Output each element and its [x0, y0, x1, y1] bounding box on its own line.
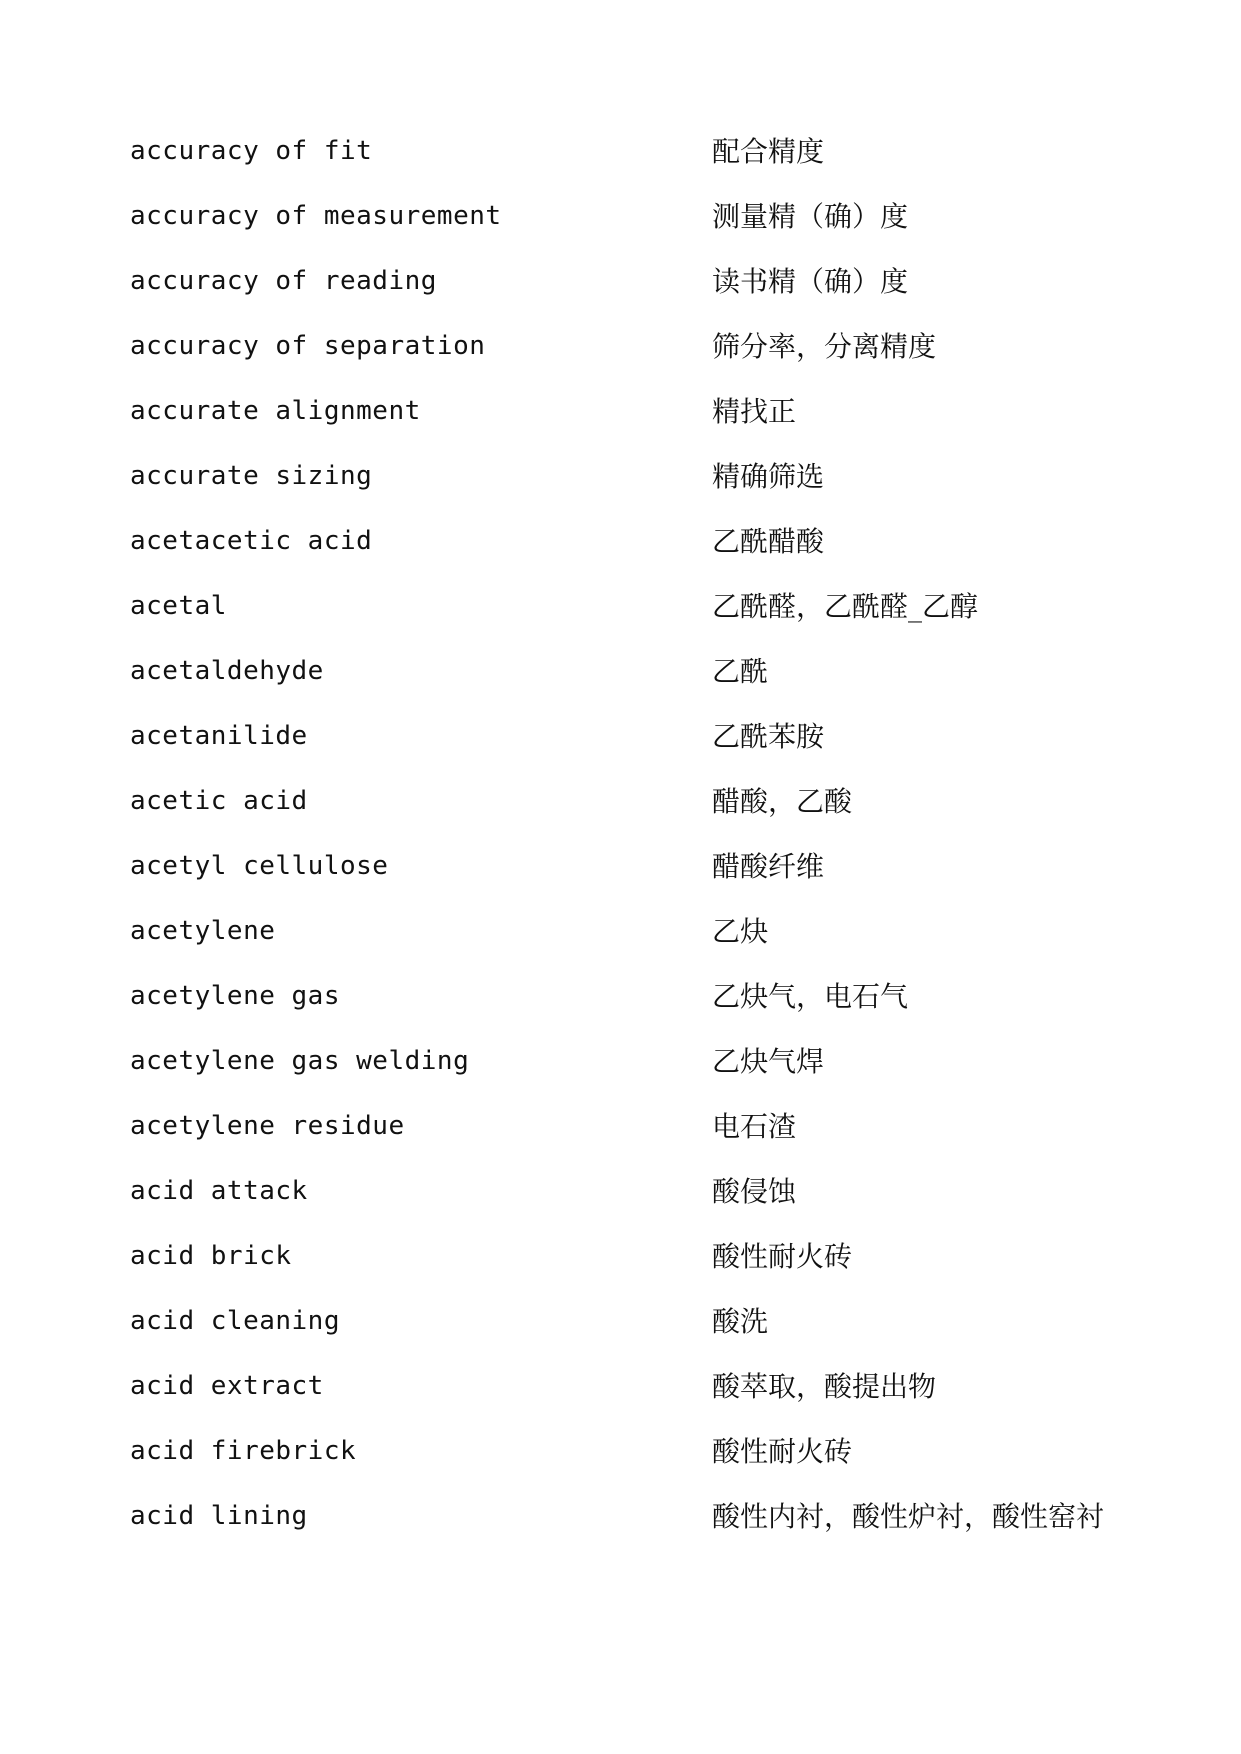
entry-translation: 读书精（确）度: [712, 265, 909, 298]
entry-term: acid brick: [130, 1241, 292, 1271]
entry-translation: 乙炔气焊: [712, 1045, 825, 1078]
entry-translation: 精确筛选: [712, 460, 825, 493]
entry-translation: 乙酰: [712, 655, 769, 688]
entry-translation: 乙酰醋酸: [712, 525, 825, 558]
entry-term: acetylene: [130, 916, 276, 946]
entry-translation: 酸洗: [712, 1305, 769, 1338]
entry-term: acetal: [130, 591, 227, 621]
entry-translation: 酸性耐火砖: [712, 1435, 853, 1468]
glossary-entry: [130, 1500, 1140, 1565]
entry-term: accurate alignment: [130, 396, 421, 426]
entry-term: acetic acid: [130, 786, 308, 816]
entry-term: acetacetic acid: [130, 526, 373, 556]
entry-translation: 酸萃取，酸提出物: [712, 1370, 937, 1403]
entry-translation: 筛分率，分离精度: [712, 330, 937, 363]
entry-term: acetylene gas welding: [130, 1046, 470, 1076]
entry-term: accuracy of reading: [130, 266, 437, 296]
entry-translation: 乙酰苯胺: [712, 720, 825, 753]
entry-translation: 乙炔: [712, 915, 769, 948]
entry-term: acid extract: [130, 1371, 324, 1401]
entry-term: acetylene residue: [130, 1111, 405, 1141]
entry-translation: 醋酸，乙酸: [712, 785, 853, 818]
entry-term: accuracy of fit: [130, 136, 373, 166]
entry-translation: 电石渣: [712, 1110, 797, 1143]
entry-term: acetylene gas: [130, 981, 340, 1011]
entry-term: acetyl cellulose: [130, 851, 389, 881]
entry-translation: 醋酸纤维: [712, 850, 825, 883]
entry-term: acid attack: [130, 1176, 308, 1206]
entry-translation: 乙炔气，电石气: [712, 980, 909, 1013]
entry-translation: 酸性耐火砖: [712, 1240, 853, 1273]
glossary-list: [130, 135, 1140, 1565]
entry-translation: 酸侵蚀: [712, 1175, 797, 1208]
entry-term: acetaldehyde: [130, 656, 324, 686]
entry-term: acetanilide: [130, 721, 308, 751]
entry-translation: 配合精度: [712, 135, 825, 168]
entry-translation: 测量精（确）度: [712, 200, 909, 233]
entry-term: accuracy of measurement: [130, 201, 502, 231]
entry-translation: 乙酰醛，乙酰醛_乙醇: [712, 590, 979, 623]
entry-translation: 精找正: [712, 395, 797, 428]
entry-term: acid cleaning: [130, 1306, 340, 1336]
entry-translation: 酸性内衬，酸性炉衬，酸性窑衬: [712, 1500, 1105, 1533]
entry-term: accuracy of separation: [130, 331, 486, 361]
entry-term: accurate sizing: [130, 461, 373, 491]
entry-term: acid lining: [130, 1501, 308, 1531]
entry-term: acid firebrick: [130, 1436, 357, 1466]
